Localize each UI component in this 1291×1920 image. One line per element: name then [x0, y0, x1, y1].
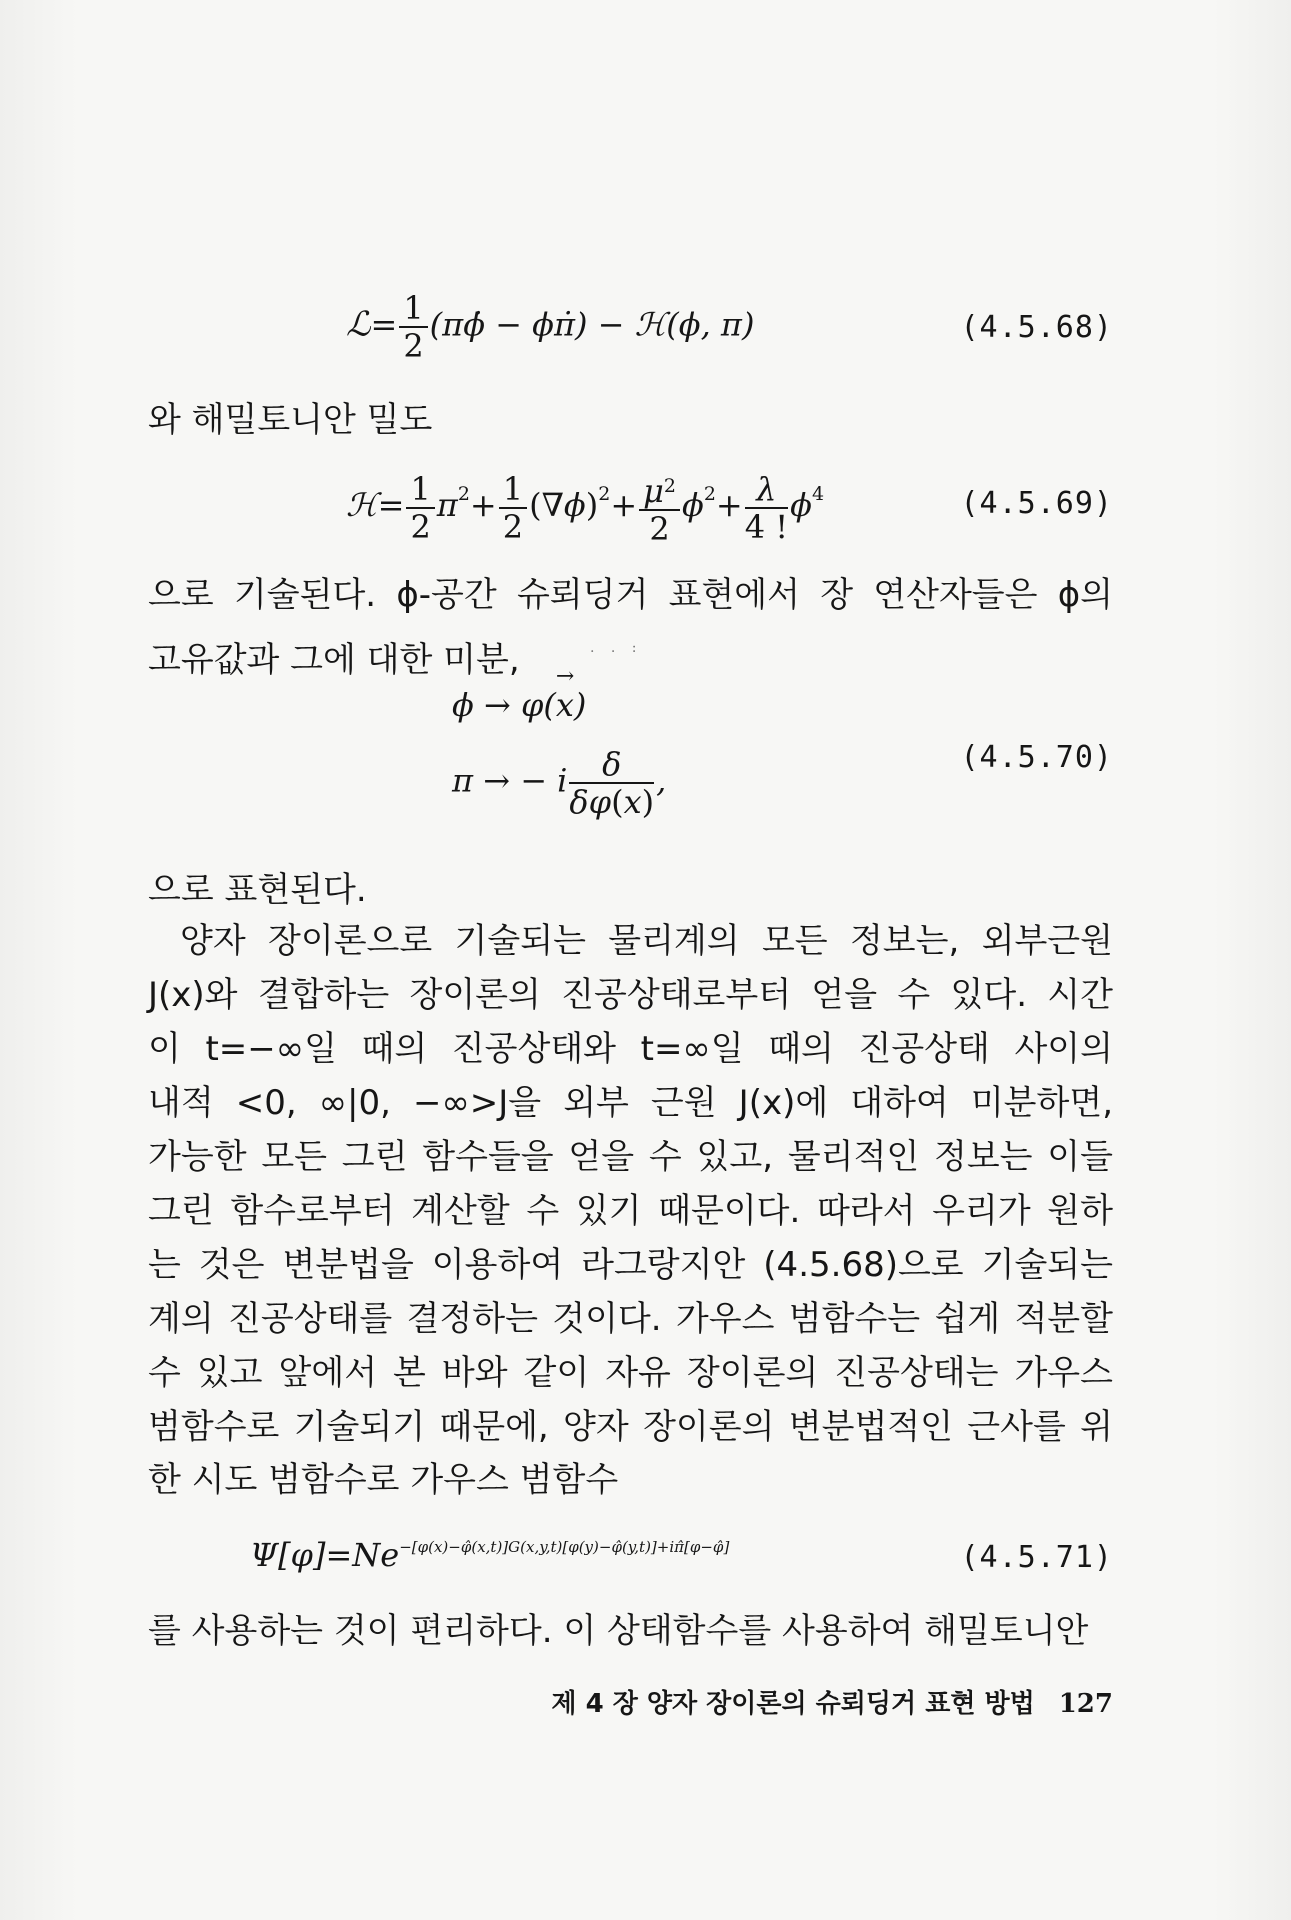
paragraph — [148, 968, 1113, 1454]
text-line: J(x)와 결합하는 장이론의 진공상태로부터 얻을 수 있다. 시간 — [148, 975, 1113, 1015]
text-line: 가능한 모든 그린 함수들을 얻을 수 있고, 물리적인 정보는 이들 — [148, 1137, 1113, 1177]
running-title: 제 4 장 양자 장이론의 슈뢰딩거 표현 방법 — [551, 1689, 1035, 1719]
text-line: 계의 진공상태를 결정하는 것이다. 가우스 범함수는 쉽게 적분할 — [148, 1299, 1113, 1339]
equation-number: (4.5.71) — [960, 1540, 1113, 1575]
text-line: 으로 기술된다. ϕ-공간 슈뢰딩거 표현에서 장 연산자들은 ϕ의 — [148, 575, 1113, 615]
text-line: 를 사용하는 것이 편리하다. 이 상태함수를 사용하여 해밀토니안 — [148, 1611, 1089, 1651]
equation-number: (4.5.68) — [960, 310, 1113, 345]
running-footer — [0, 1683, 1113, 1720]
equation-number: (4.5.70) — [960, 740, 1113, 775]
paragraph — [148, 1604, 1113, 1658]
text-line: 는 것은 변분법을 이용하여 라그랑지안 (4.5.68)으로 기술되는 — [148, 1245, 1113, 1285]
text-line: 내적 <0, ∞|0, −∞>J을 외부 근원 J(x)에 대하여 미분하면, — [148, 1083, 1113, 1123]
book-page: ℒ= $\frac{1}{2}$ (πϕ̇ − ϕπ̇) − ℋ(ϕ, π) (4.5.68) 와 해밀토니안 밀도 ℋ= $\frac{1}{2}$ $\pi^2+$ $\frac{1}{2}$ $(\nabla\phi)^2+$ $\frac{\mu^2}{2}$ $\phi^2+$ $\frac{\lambda}{4 !}$ $\phi^4$ (4.5.69) 으로 기술된다. ϕ-공간 슈뢰딩거 표현에서 장 연산자들은 ϕ의 고유값과 그에 대한 미분, . . : ϕ → φ(x → ) π → − i $\frac{\delta}{\delta\varphi(x)}$ , (4.5.70) 으로 표현된다. 양자 장이론으로 기술되는 물리계의 모든 정보는, 외부근원 J(x)와 결합하는 장이론의 진공상태로부터 얻을 수 있다. 시간 이 t=−∞일 때의 진공상태와 t=∞일 때의 진공상태 사이의 내적 <0, ∞|0, −∞>J을 외부 근원 J(x)에 대하여 미분하면, 가능한 모든 그린 함수들을 얻을 수 있고, 물리적인 정보는 이들 그린 함수로부터 계산할 수 있기 때문이다. 따라서 우리가 원하 는 것은 변분법을 이용하여 라그랑지안 (4.5.68)으로 기술되는 계의 진공상태를 결정하는 것이다. 가우스 범함수는 쉽게 적분할 수 있고 앞에서 본 바와 같이 자유 장이론의 진공상태는 가우스 범함수로 기술되기 때문에, 양자 장이론의 변분법적인 근사를 위 한 시도 범함수로 가우스 범함수 $\Psi[\varphi]=Ne^{-[\varphi(x)-\varphî(x,t)]G(x,y,t)[\varphi(y)-\varphî(y,t)]+i\pî[\varphi-\varphî]}$ (4.5.71) 를 사용하는 것이 편리하다. 이 상태함수를 사용하여 해밀토니안 제 4 장 양자 장이론의 슈뢰딩거 표현 방법 127 — [0, 0, 1291, 1920]
equation-number: (4.5.69) — [960, 486, 1113, 521]
paragraph — [180, 914, 1113, 968]
text-line: 고유값과 그에 대한 미분, — [148, 640, 520, 680]
paragraph — [148, 568, 1113, 622]
text-line: 으로 표현된다. — [148, 870, 367, 910]
text-line: 그린 함수로부터 계산할 수 있기 때문이다. 따라서 우리가 원하 — [148, 1191, 1113, 1231]
scan-speck: . . : — [590, 640, 643, 656]
page-number: 127 — [1058, 1689, 1113, 1719]
text-line: 한 시도 범함수로 가우스 범함수 — [148, 1460, 619, 1500]
text-line: 범함수로 기술되기 때문에, 양자 장이론의 변분법적인 근사를 위 — [148, 1407, 1113, 1447]
text-line: 와 해밀토니안 밀도 — [148, 400, 433, 440]
text-line: 양자 장이론으로 기술되는 물리계의 모든 정보는, 외부근원 — [180, 921, 1113, 961]
text-line: 수 있고 앞에서 본 바와 같이 자유 장이론의 진공상태는 가우스 — [148, 1353, 1113, 1393]
text-line: 이 t=−∞일 때의 진공상태와 t=∞일 때의 진공상태 사이의 — [148, 1029, 1113, 1069]
